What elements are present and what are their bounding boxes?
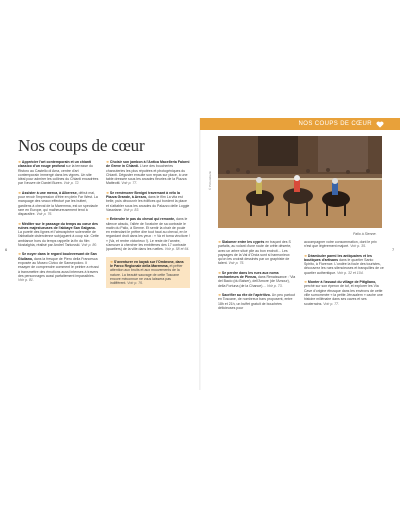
page-reference: Voir p. 72. [63,181,80,186]
arrow-icon: ➜ [18,221,21,226]
photo-caption: Palio à Sienne. [353,232,377,236]
photo-credit: © Picturebank [208,171,212,190]
recommendation-item [18,252,100,282]
arrow-icon: ➜ [106,217,109,222]
arrow-icon: ➜ [18,252,21,257]
recommendation-text: en traçant des S parfaits, au volant d'une route de crête déserte, avec un arbre situé pile au bon endroit… Les paysages de la Val d'Orcia sont si harmonieux qu'on les croirait dessinés par un graphiste de talent. [218,240,292,266]
page-title: Nos coups de cœur [18,136,145,155]
page-reference: Voir p. 83. [123,207,140,212]
recommendation-item [18,191,100,217]
page-reference: Voir p. 77. [121,181,138,186]
book-spine [199,118,201,390]
page-reference: Voir p. 80. [81,243,98,248]
arrow-icon: ➜ [106,160,109,164]
recommendation-title: Se perdre dans les rues aux noms enchanteurs de Pienza, [218,270,279,280]
page-number-right: 7 [392,247,395,252]
recommendation-text: perché sur son éperon de tuf, et explorer les Via Cave d'origine étrusque dans les environs de cette ville surnommée « la petite Jérusalem » cache une histoire millénaire dans ses caves et ses souterrains. [304,284,383,306]
arrow-icon: ➜ [304,280,307,285]
recommendation-text: Un peu partout en Toscane, de nombreux bars proposent, entre 18h et 21h, un buffet gratuit de bouchées délicieuses pour [218,292,295,310]
recommendation-text: La pureté des lignes et l'atmosphère solennelle de l'abbatiale cistercienne subjuguent à coup sûr. Cette ambiance hors du temps rappelle la fin du film Nostalghia, réalisé par Andreï Tarkovski. [18,230,99,248]
recommendation-title: Se remémorer Benigni traversant à vélo la Piazza Grande, à Arezzo, [106,190,180,200]
arrow-icon: ➜ [18,160,21,164]
palio-illustration [218,136,382,228]
page-reference: Voir p. 73. [266,283,283,288]
column-1 [18,160,100,287]
recommendation-item [304,280,384,306]
recommendation-text: sur la terrasse du Ristoro au Castello di Ama, centre d'art contemporain immergé dans les vignes. Un site idéal pour admirer les collines du Chianti encadrées par l'œuvre de Daniel Buren. [18,164,99,186]
page-reference: Voir p. 81. [18,278,34,283]
arrow-icon: ➜ [218,270,221,275]
recommendation-title: Slalomer entre les cyprès [221,240,265,244]
recommendation-item [218,293,298,310]
recommendation-title: Choisir son jambon à l'Antica Macelleria Falorni de Greve in Chianti. [106,160,190,169]
band-title: NOS COUPS DE CŒUR [298,121,372,127]
arrow-icon: ➜ [304,253,307,258]
recommendation-text: dans le quartier Santo Spirito, à Florence. L'ondée la foule des touristes, découvrez les rues silencieuses et tranquilles de ce quartier authentique. [304,257,384,275]
arrow-icon: ➜ [218,292,221,297]
page-reference: Voir p. 77. [323,301,340,306]
recommendation-title: Monter à l'assaut du village de Pitigliano, [307,280,377,285]
recommendation-text: dans Renaissance : 'Via del Bacio (du Baiser), dell'Amore (de l'Amour), della Fortuna (de la Chance)… [218,275,296,288]
column-3 [218,240,298,315]
recommendation-text: accompagner votre consommation, dont le prix n'est que légèrement majoré. [304,240,377,249]
recommendation-item [218,271,298,288]
palio-photo [218,136,382,228]
page-reference: Voir p. 75. [228,261,245,266]
recommendation-text: dans le silence absolu, l'allée de l'oratoire de sa contrade le matin du Palio, à Sienne. Et sentir la chair de poule en entendant le prêtre dire tout haut au cheval, en le regardant droit dans les yeux : « Va et torna vincitore ! » (Va, et rentre victorieux !). Le reste de l'année, s'amuser à chercher les emblèmes des 17 contrade (quartiers) de la ville dans les ruelles. [106,217,190,252]
recommendation-item [304,254,384,275]
recommendation-title: Se noyer dans le regard bouleversant de San Giuliano, [18,252,97,261]
recommendation-item [18,222,100,248]
heart-icon [376,121,384,128]
page-reference: Voir p. 76. [36,212,53,217]
page-reference: Voir p. 58 et 64. [164,247,190,252]
column-2 [106,160,190,293]
arrow-icon: ➜ [218,240,221,244]
header-band [200,118,400,130]
recommendation-text: dans la fresque de Piero della Francesca exposée au Museo Civico de Sansepolcro. Il essayer de comprendre comment le peintre a réussi à transmettre des émotions aussi intenses à travers des personnages aussi parfaitement impassibles. [18,256,99,278]
recommendation-item [218,240,298,266]
recommendation-title: Sacrifier au rite de l'apéritivo. [221,292,271,297]
recommendation-title: Déambuler parmi les antiquaires et les boutiques d'artisans [304,253,372,262]
highlight-box: ➜ S'aventurer en kayak sur l'Ombrone, dans le Parco Regionale della Maremma, et prêter attention aux bruits et aux mouvements de la nature. La beauté sauvage de cette Toscane encore méconnue ne vous laissera pas indifférent. Voir p. 76. [106,257,190,289]
recommendation-text: L'une des boucheries charcuteries les plus réputées et photogéniques du Chianti. Déguster ensuite son repas sur place, à une table dressée sous les arcades fleuries de la Piazza Matteotti. [106,164,188,186]
recommendation-text: dans le film La vita est belle, puis découvrir les édifices qui bordent la place et s'attabler sous les arcades du Palazzo delle Loggie Vasariane. [106,195,190,212]
recommendation-item [106,191,190,212]
page-reference: Voir p. 35. [350,244,367,249]
recommendation-item [18,160,100,186]
page-number-left: 6 [5,247,8,252]
recommendation-title: Apprécier l'art contemporain et un chianti classico d'un rouge profond [18,160,92,169]
column-4 [304,240,384,311]
recommendation-title: Assister à une merca, à Alberese, [21,190,78,195]
recommendation-text: début mai, pour revoir l'impression d'être en plein Far West. La marquage des veaux effectué par les butteri, gardiens à cheval de la Maremma, est un spectacle rare en Europe, qui malheureusement tend à disparaître. [18,190,98,217]
page-reference: Voir p. 32 et 104. [337,270,364,275]
recommendation-item [106,160,190,186]
recommendation-item [106,217,190,251]
arrow-icon: ➜ [18,190,21,195]
recommendation-item [304,240,384,249]
recommendation-title: Entendre le pas du cheval qui remonte, [109,217,176,222]
arrow-icon: ➜ [106,190,109,195]
recommendation-title: Méditer sur le passage du temps au cœur des ruines majestueuses de l'abbaye San Galgano. [18,221,98,230]
